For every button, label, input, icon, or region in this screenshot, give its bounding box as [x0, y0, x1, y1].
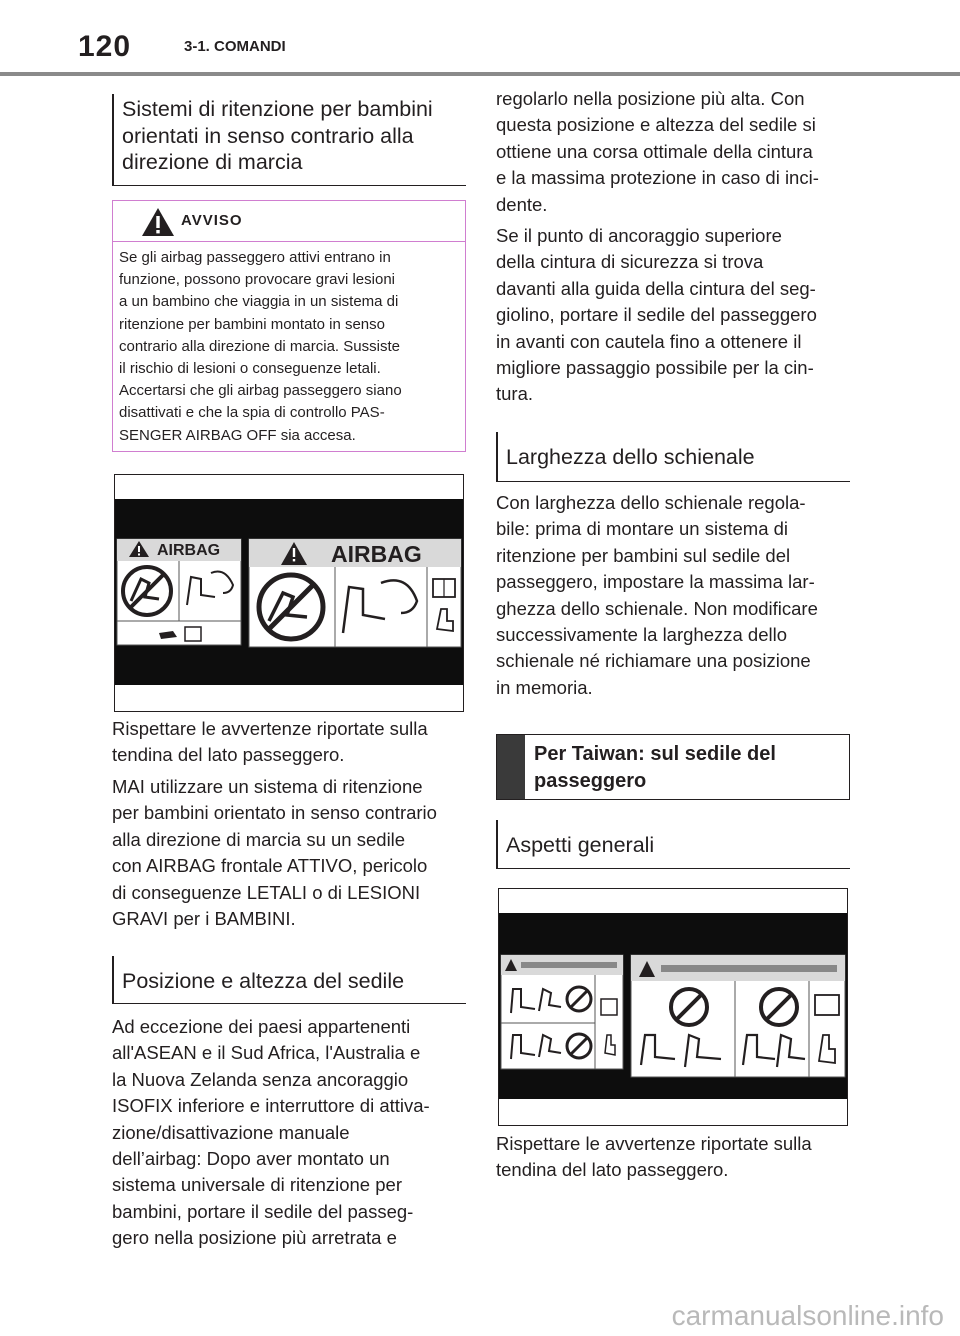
- airbag-label-figure: [114, 474, 464, 712]
- warning-triangle-icon: [141, 207, 175, 237]
- paragraph-backrest-width: Con larghezza dello schienale regola- bile: prima di montare un sistema di ritenzione per bambini sul sedile del passeggero, impostare la massima lar- ghezza dello schienale. Non modificare successivamente la larghezza dello schienale né richiamare una posizione in memoria.: [496, 492, 818, 698]
- airbag-label-small-text: AIRBAG: [157, 542, 221, 559]
- warning-box: [112, 200, 466, 452]
- section-label: 3-1. COMANDI: [184, 38, 286, 55]
- heading-seat-position: Posizione e altezza del sedile: [112, 956, 466, 1004]
- taiwan-section-title: Per Taiwan: sul sedile del passeggero: [534, 743, 776, 792]
- page-header: [0, 0, 960, 78]
- heading-general-aspects: Aspetti generali: [496, 820, 850, 869]
- heading-rearward-seats: Sistemi di ritenzione per bambini orientati in senso contrario alla direzione di marcia: [112, 94, 466, 186]
- airbag-label-large-text: AIRBAG: [331, 541, 422, 567]
- taiwan-warning-labels-illustration: [499, 889, 847, 1125]
- warning-header: [113, 201, 465, 242]
- taiwan-airbag-label-figure: [498, 888, 848, 1126]
- warning-text: Se gli airbag passeggero attivi entrano in funzione, possono provocare gravi lesioni a un bambino che viaggia in un sistema di ritenzione per bambini montato in senso contrario alla direzione di marcia. Sussiste il rischio di lesioni o conseguenze letali. Accertarsi che gli airbag passeggero siano disattivati e che la spia di controllo PAS- SENGER AIRBAG OFF sia accesa.: [119, 249, 402, 444]
- header-rule: [0, 72, 960, 76]
- airbag-warning-labels-illustration: [115, 475, 463, 711]
- paragraph-never-rearward: MAI utilizzare un sistema di ritenzione per bambini orientato in senso contrario alla direzione di marcia su un sedile con AIRBAG frontale ATTIVO, pericolo di conseguenze LETALI o di LESIONI GRAVI per i BAMBINI.: [112, 776, 437, 930]
- watermark: carmanualsonline.info: [671, 1300, 944, 1331]
- warning-title: AVVISO: [181, 212, 243, 229]
- page-number: 120: [78, 30, 132, 63]
- figure-caption-airbag: Rispettare le avvertenze riportate sulla tendina del lato passeggero.: [112, 718, 428, 766]
- paragraph-belt-anchor: Se il punto di ancoraggio superiore della cintura di sicurezza si trova davanti alla guida della cintura del seg- giolino, portare il sedile del passeggero in avanti con cautela fino a ottenere il migliore passaggio possibile per la cin- tura.: [496, 225, 817, 405]
- paragraph-seat-position-cont: regolarlo nella posizione più alta. Con questa posizione e altezza del sedile si ottiene una corsa ottimale della cintura e la massima protezione in caso di inci- dente.: [496, 88, 819, 215]
- section-marker-bar: [497, 735, 525, 799]
- heading-backrest-width: Larghezza dello schienale: [496, 432, 850, 482]
- figure-caption-taiwan: Rispettare le avvertenze riportate sulla tendina del lato passeggero.: [496, 1133, 812, 1181]
- taiwan-section-box: [496, 734, 850, 800]
- paragraph-seat-position: Ad eccezione dei paesi appartenenti all'ASEAN e il Sud Africa, l'Australia e la Nuova Zelanda senza ancoraggio ISOFIX inferiore e interruttore di attiva- zione/disattivazione manuale dell’airbag: Dopo aver montato un sistema universale di ritenzione per bambini, portare il sedile del passeg- gero nella posizione più arretrata e: [112, 1016, 430, 1249]
